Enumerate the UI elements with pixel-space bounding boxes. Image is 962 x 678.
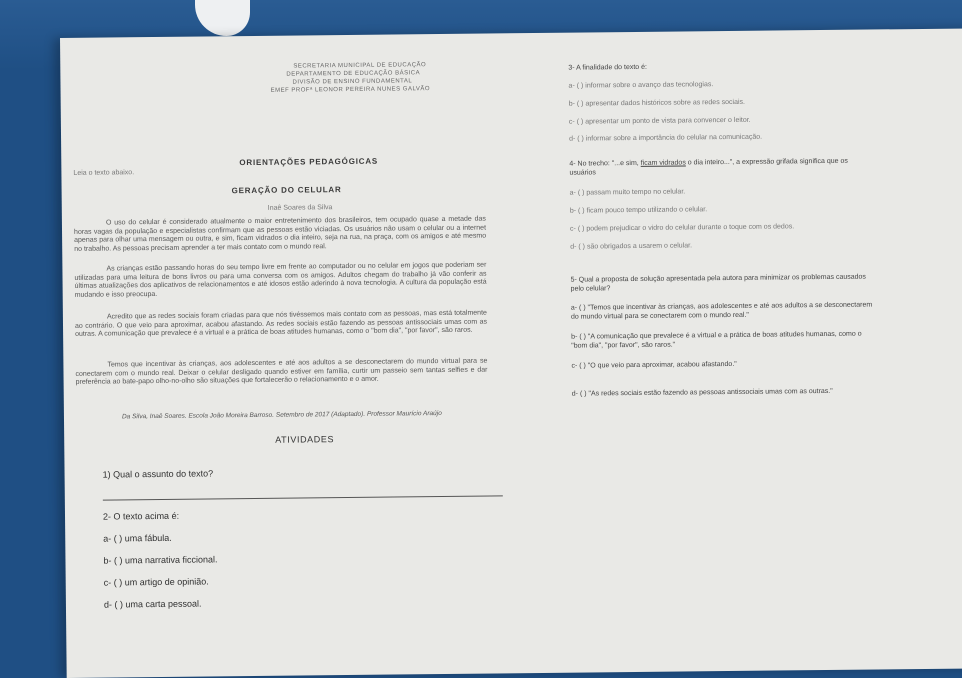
q2-option-d[interactable]: d- ( ) uma carta pessoal.	[103, 598, 202, 610]
question-5-line-2: pelo celular?	[570, 285, 611, 293]
question-5-line-1: 5- Qual a proposta de solução apresentada pela autora para minimizar os problemas causados	[570, 273, 866, 284]
q4-suffix: o dia inteiro...", a expressão grifada significa que os	[685, 157, 848, 167]
orientation-title: ORIENTAÇÕES PEDAGÓGICAS	[239, 156, 379, 168]
q2-option-c[interactable]: c- ( ) um artigo de opinião.	[103, 576, 209, 588]
q3-option-d[interactable]: d- ( ) informar sobre a importância do celular na comunicação.	[569, 133, 763, 143]
q5-option-c[interactable]: c- ( ) "O que veio para aproximar, acabou afastando."	[571, 360, 737, 370]
header-line-3: DIVISÃO DE ENSINO FUNDAMENTAL	[292, 78, 413, 86]
paragraph-3: Acredito que as redes sociais foram criadas para que nós tivéssemos mais contato com as pessoas, mas está totalmente ao contrário. O que veio para aproximar, acabou afastando. As redes sociais estão fazendo as pessoas antissociais umas com as outras. A comunicação que prevalece é a virtual e a prática de boas atitudes humanas, como o "bom dia", "por favor", são raros.	[74, 309, 488, 339]
worksheet-paper	[60, 28, 962, 678]
q5-option-b-line-1[interactable]: b- ( ) "A comunicação que prevalece é a virtual e a prática de boas atitudes humanas, como o	[571, 330, 862, 341]
question-3: 3- A finalidade do texto é:	[568, 63, 648, 72]
paragraph-1: O uso do celular é considerado atualmente o maior entretenimento dos brasileiros, tem ocupado quase a metade das horas vagas da população e especialistas confirmam que as pessoas estão viciadas. Os usuários não usam o celular ou a internet apenas para olhar uma mensagem ou outra, e sim, ficam vidrados o dia inteiro, seja na rua, na praça, com os amigos e até mesmo no trabalho. As pessoas precisam aprender a ter mais contato com o mundo real.	[73, 215, 487, 253]
text-title: GERAÇÃO DO CELULAR	[231, 185, 342, 196]
header-line-4: EMEF PROFª LEONOR PEREIRA NUNES GALVÃO	[270, 86, 431, 94]
q4-prefix: 4- No trecho: "...e sim,	[569, 159, 641, 168]
header-line-1: SECRETARIA MUNICIPAL DE EDUCAÇÃO	[293, 62, 427, 70]
activities-title: ATIVIDADES	[275, 434, 335, 445]
answer-line[interactable]	[103, 495, 503, 500]
q5-option-a-line-1[interactable]: a- ( ) "Temos que incentivar às crianças, aos adolescentes e até aos adultos a se desconectarem	[570, 301, 873, 312]
q4-option-a[interactable]: a- ( ) passam muito tempo no celular.	[569, 188, 686, 197]
q4-underlined-expression: ficam vidrados	[640, 159, 686, 167]
q4-option-c[interactable]: c- ( ) podem prejudicar o vidro do celular durante o toque com os dedos.	[569, 223, 795, 233]
question-1: 1) Qual o assunto do texto?	[102, 468, 214, 480]
paragraph-4: Temos que incentivar às crianças, aos adolescentes e até aos adultos a se desconectarem do mundo virtual para se conectarem com o mundo real. Deixar o celular desligado quando estiver em família, curtir um passeio sem tantas selfies e dar preferência ao bate-papo olho-no-olho são situações que fortalecerão o relacionamento e o amor.	[75, 357, 488, 387]
q5-option-a-line-2: do mundo virtual para se conectarem com o mundo real."	[570, 311, 749, 321]
q3-option-b[interactable]: b- ( ) apresentar dados históricos sobre as redes sociais.	[568, 98, 745, 108]
instruction-text: Leia o texto abaixo.	[73, 169, 135, 177]
q5-option-d[interactable]: d- ( ) "As redes sociais estão fazendo as pessoas antissociais umas com as outras."	[571, 387, 833, 398]
q3-option-c[interactable]: c- ( ) apresentar um ponto de vista para convencer o leitor.	[568, 116, 751, 126]
q2-option-a[interactable]: a- ( ) uma fábula.	[103, 532, 172, 544]
header-line-2: DEPARTAMENTO DE EDUCAÇÃO BÁSICA	[286, 70, 421, 78]
paragraph-2: As crianças estão passando horas do seu tempo livre em frente ao computador ou no celular em jogos que poderiam ser utilizadas para uma leitura de bons livros ou para uma conversa com os amigos. Adultos chegam do trabalho já vão conferir as últimas atualizações dos aplicativos de relacionamentos e até idosos estão aderindo à nova tecnologia. A cultura da população está mudando e isso preocupa.	[74, 261, 487, 299]
q5-option-b-line-2: "bom dia", "por favor", são raros."	[571, 341, 676, 350]
text-author: Inaê Soares da Silva	[267, 204, 333, 212]
q4-option-d[interactable]: d- ( ) são obrigados a usarem o celular.	[570, 242, 693, 251]
q3-option-a[interactable]: a- ( ) informar sobre o avanço das tecnologias.	[568, 81, 714, 90]
q2-option-b[interactable]: b- ( ) uma narrativa ficcional.	[103, 554, 218, 566]
question-4-continuation: usuários	[569, 169, 596, 177]
q4-option-b[interactable]: b- ( ) ficam pouco tempo utilizando o celular.	[569, 206, 708, 215]
citation: Da Silva, Inaê Soares. Escola João Moreira Barroso. Setembro de 2017 (Adaptado). Professor Maurício Araújo	[121, 410, 442, 421]
question-2: 2- O texto acima é:	[102, 510, 180, 522]
question-4	[569, 158, 848, 168]
